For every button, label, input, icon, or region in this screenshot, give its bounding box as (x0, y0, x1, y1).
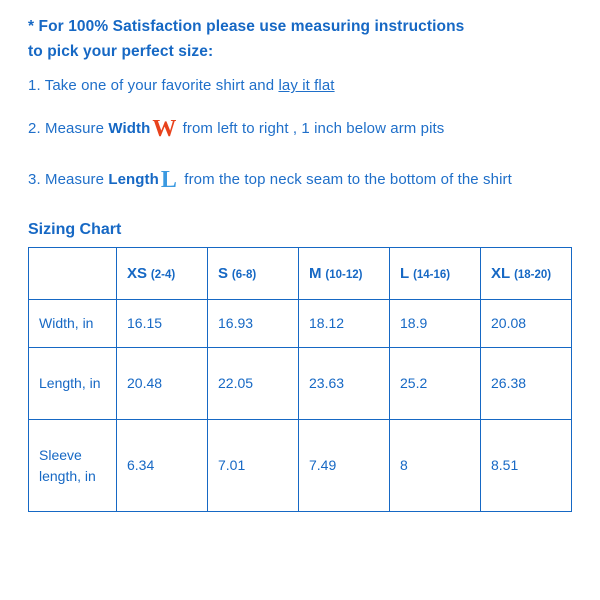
cell-length-l: 25.2 (390, 348, 481, 420)
measuring-steps (28, 74, 572, 199)
step-2-text-after: from left to right , 1 inch below arm pits (178, 120, 445, 138)
table-corner-cell (29, 248, 117, 300)
step-3-text-before: Measure (40, 170, 109, 188)
column-header-xs-name: XS (127, 264, 148, 282)
width-letter-w-icon: W (152, 116, 177, 143)
intro-heading (28, 14, 572, 64)
step-2-number: 2. (28, 120, 41, 138)
cell-width-s: 16.93 (208, 300, 299, 348)
column-header-l (390, 248, 481, 300)
cell-width-xl: 20.08 (481, 300, 572, 348)
length-letter-l-icon: L (160, 166, 178, 193)
column-header-xs-range: (2-4) (150, 268, 176, 281)
cell-sleeve-xs: 6.34 (117, 420, 208, 512)
step-1-underlined-text: lay it flat (278, 77, 335, 95)
row-label-length: Length, in (29, 348, 117, 420)
column-header-s-name: S (218, 264, 229, 282)
cell-length-xl: 26.38 (481, 348, 572, 420)
column-header-xl (481, 248, 572, 300)
row-label-width: Width, in (29, 300, 117, 348)
column-header-l-range: (14-16) (413, 268, 451, 281)
table-header-row (29, 248, 572, 300)
column-header-m (299, 248, 390, 300)
column-header-m-range: (10-12) (325, 268, 363, 281)
cell-length-xs: 20.48 (117, 348, 208, 420)
table-row (29, 348, 572, 420)
step-2-text-before: Measure (40, 120, 109, 138)
column-header-xs (117, 248, 208, 300)
intro-heading-line2: to pick your perfect size: (28, 43, 214, 61)
step-2 (28, 110, 572, 148)
table-row (29, 420, 572, 512)
column-header-l-name: L (400, 264, 410, 282)
sizing-chart-title: Sizing Chart (28, 221, 122, 238)
step-2-bold-word: Width (108, 120, 151, 138)
cell-sleeve-m: 7.49 (299, 420, 390, 512)
cell-width-m: 18.12 (299, 300, 390, 348)
table-row (29, 300, 572, 348)
column-header-s-range: (6-8) (231, 268, 257, 281)
step-3-bold-word: Length (108, 170, 159, 188)
cell-width-xs: 16.15 (117, 300, 208, 348)
column-header-m-name: M (309, 264, 322, 282)
intro-block (0, 0, 600, 199)
cell-width-l: 18.9 (390, 300, 481, 348)
step-3 (28, 161, 572, 199)
cell-sleeve-xl: 8.51 (481, 420, 572, 512)
row-label-sleeve-length: Sleeve length, in (29, 420, 117, 512)
step-1 (28, 74, 572, 98)
cell-sleeve-s: 7.01 (208, 420, 299, 512)
cell-length-m: 23.63 (299, 348, 390, 420)
step-1-text-before: Take one of your favorite shirt and (40, 77, 279, 95)
step-1-number: 1. (28, 77, 41, 95)
step-3-number: 3. (28, 170, 41, 188)
column-header-s (208, 248, 299, 300)
cell-length-s: 22.05 (208, 348, 299, 420)
cell-sleeve-l: 8 (390, 420, 481, 512)
column-header-xl-range: (18-20) (514, 268, 552, 281)
column-header-xl-name: XL (491, 264, 511, 282)
intro-heading-line1: * For 100% Satisfaction please use measuring instructions (28, 18, 465, 35)
sizing-chart-table-wrap (0, 247, 600, 512)
step-3-text-after: from the top neck seam to the bottom of the shirt (180, 170, 512, 188)
sizing-chart-table (28, 247, 572, 512)
